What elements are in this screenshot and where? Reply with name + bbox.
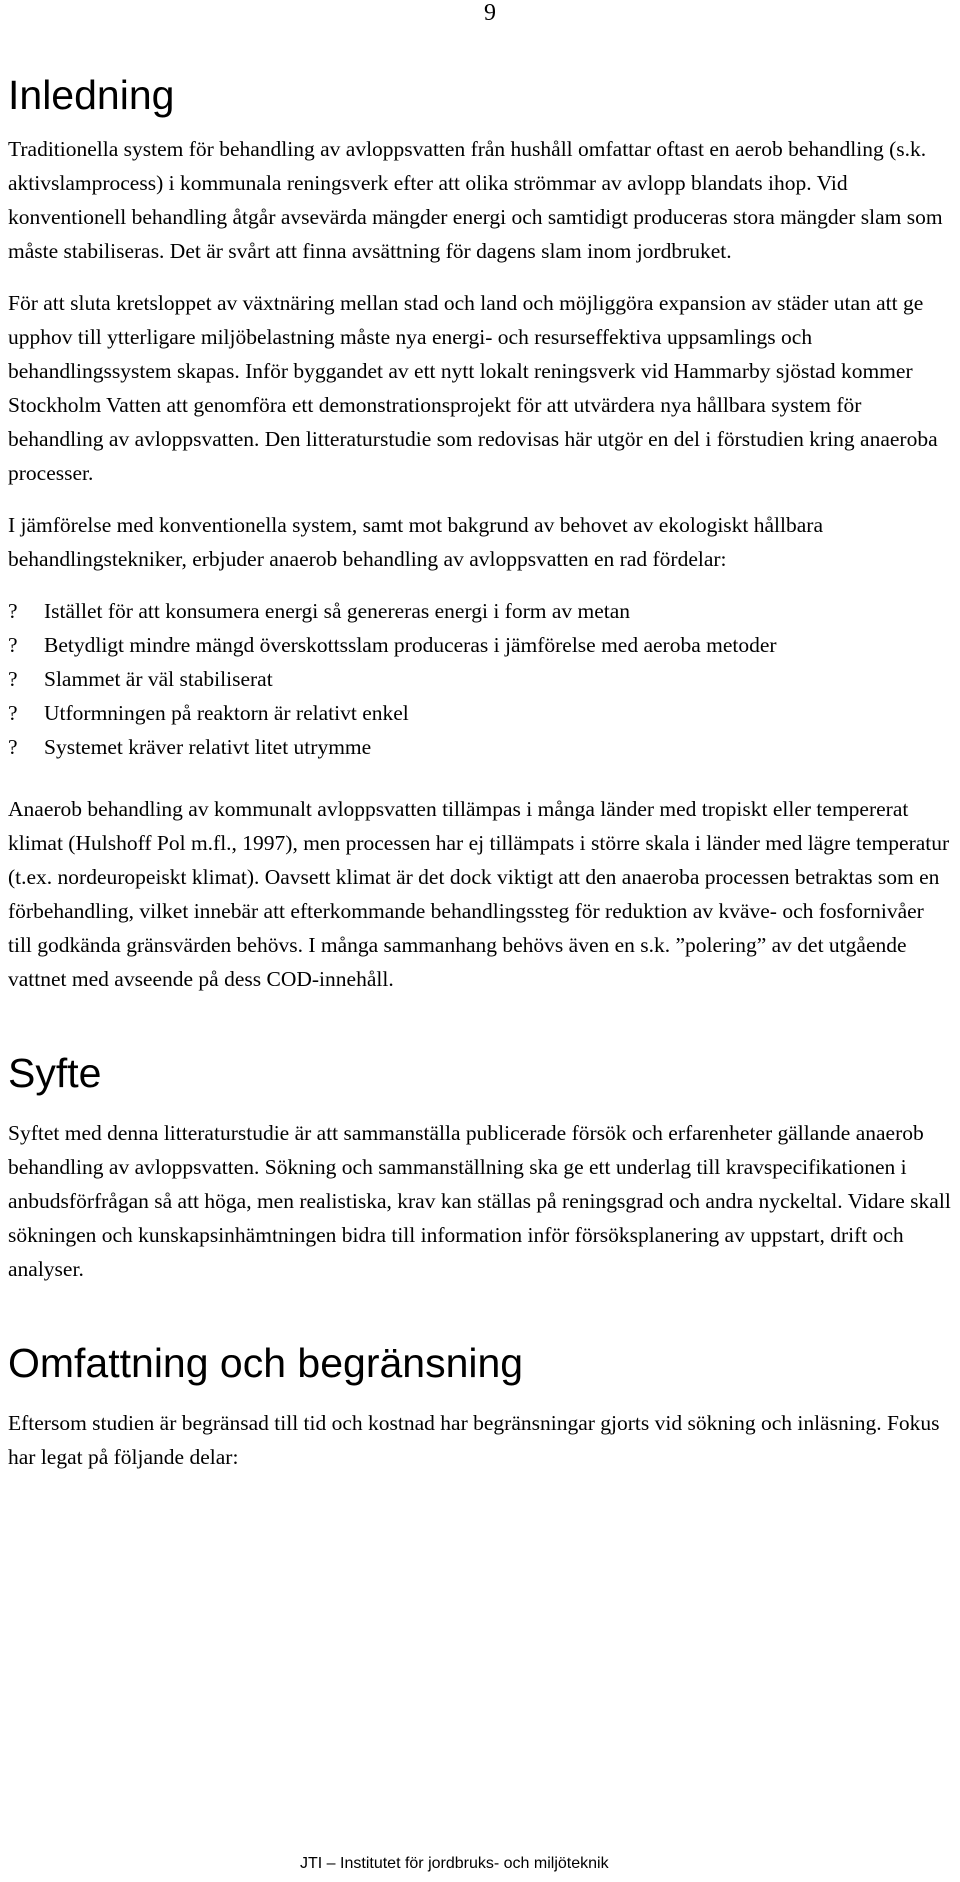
paragraph-purpose-1: Syftet med denna litteraturstudie är att sammanställa publicerade försök och erfarenheter gällande anaerob behandling av avloppsvatten. Sökning och sammanställning ska ge ett underlag till kravspecifikationen i anbudsförfrågan så att höga, men realistiska, krav kan ställas på reningsgrad och andra nyckeltal. Vidare skall sökningen och kunskapsinhämtningen bidra till information inför försöksplanering av uppstart, drift och analyser. [8, 1121, 951, 1281]
list-item [8, 662, 952, 696]
list-item-text: Betydligt mindre mängd överskottsslam produceras i jämförelse med aeroba metoder [44, 633, 777, 657]
list-item [8, 696, 952, 730]
page-number: 9 [484, 0, 496, 26]
list-item-text: Utformningen på reaktorn är relativt enkel [44, 701, 409, 725]
paragraph-intro-4: Anaerob behandling av kommunalt avloppsvatten tillämpas i många länder med tropiskt eller tempererat klimat (Hulshoff Pol m.fl., 1997), men processen har ej tillämpats i större skala i länder med lägre temperatur (t.ex. nordeuropeiskt klimat). Oavsett klimat är det dock viktigt att den anaeroba processen betraktas som en förbehandling, vilket innebär att efterkommande behandlingssteg för reduktion av kväve- och fosfornivåer till godkända gränsvärden behövs. I många sammanhang behövs även en s.k. ”polering” av det utgående vattnet med avseende på dess COD-innehåll. [8, 797, 950, 991]
heading-omfattning: Omfattning och begränsning [8, 1340, 524, 1386]
list-item [8, 730, 952, 764]
heading-syfte: Syfte [8, 1050, 102, 1096]
bullet-marker: ? [8, 701, 18, 725]
bullet-marker: ? [8, 735, 18, 759]
list-item-text: Slammet är väl stabiliserat [44, 667, 273, 691]
footer-org: JTI [300, 1855, 323, 1872]
paragraph-intro-1: Traditionella system för behandling av avloppsvatten från hushåll omfattar oftast en aerob behandling (s.k. aktivslamprocess) i kommunala reningsverk efter att olika strömmar av avlopp blandats ihop. Vid konventionell behandling åtgår avsevärda mängder energi och samtidigt produceras stora mängder slam som måste stabiliseras. Det är svårt att finna avsättning för dagens slam inom jordbruket. [8, 137, 943, 263]
list-item-text: Systemet kräver relativt litet utrymme [44, 735, 372, 759]
list-item [8, 594, 952, 628]
document-body [8, 72, 952, 1492]
bullet-marker: ? [8, 599, 18, 623]
footer-separator: – [326, 1855, 336, 1872]
paragraph-scope-1: Eftersom studien är begränsad till tid och kostnad har begränsningar gjorts vid sökning och inläsning. Fokus har legat på följande delar: [8, 1411, 940, 1469]
paragraph-intro-2: För att sluta kretsloppet av växtnäring mellan stad och land och möjliggöra expansion av städer utan att ge upphov till ytterligare miljöbelastning måste nya energi- och resurseffektiva uppsamlings och behandlingssystem skapas. Inför byggandet av ett nytt lokalt reningsverk vid Hammarby sjöstad kommer Stockholm Vatten att genomföra ett demonstrationsprojekt för att utvärdera nya hållbara system för behandling av avloppsvatten. Den litteraturstudie som redovisas här utgör en del i förstudien kring anaeroba processer. [8, 291, 938, 485]
advantages-list [8, 594, 952, 764]
list-item-text: Istället för att konsumera energi så genereras energi i form av metan [44, 599, 631, 623]
bullet-marker: ? [8, 633, 18, 657]
heading-inledning: Inledning [8, 72, 175, 118]
footer-name: Institutet för jordbruks- och miljöteknik [340, 1855, 609, 1872]
bullet-marker: ? [8, 667, 18, 691]
paragraph-intro-3: I jämförelse med konventionella system, samt mot bakgrund av behovet av ekologiskt hållbara behandlingstekniker, erbjuder anaerob behandling av avloppsvatten en rad fördelar: [8, 513, 823, 571]
list-item [8, 628, 952, 662]
page-footer [300, 1854, 700, 1874]
